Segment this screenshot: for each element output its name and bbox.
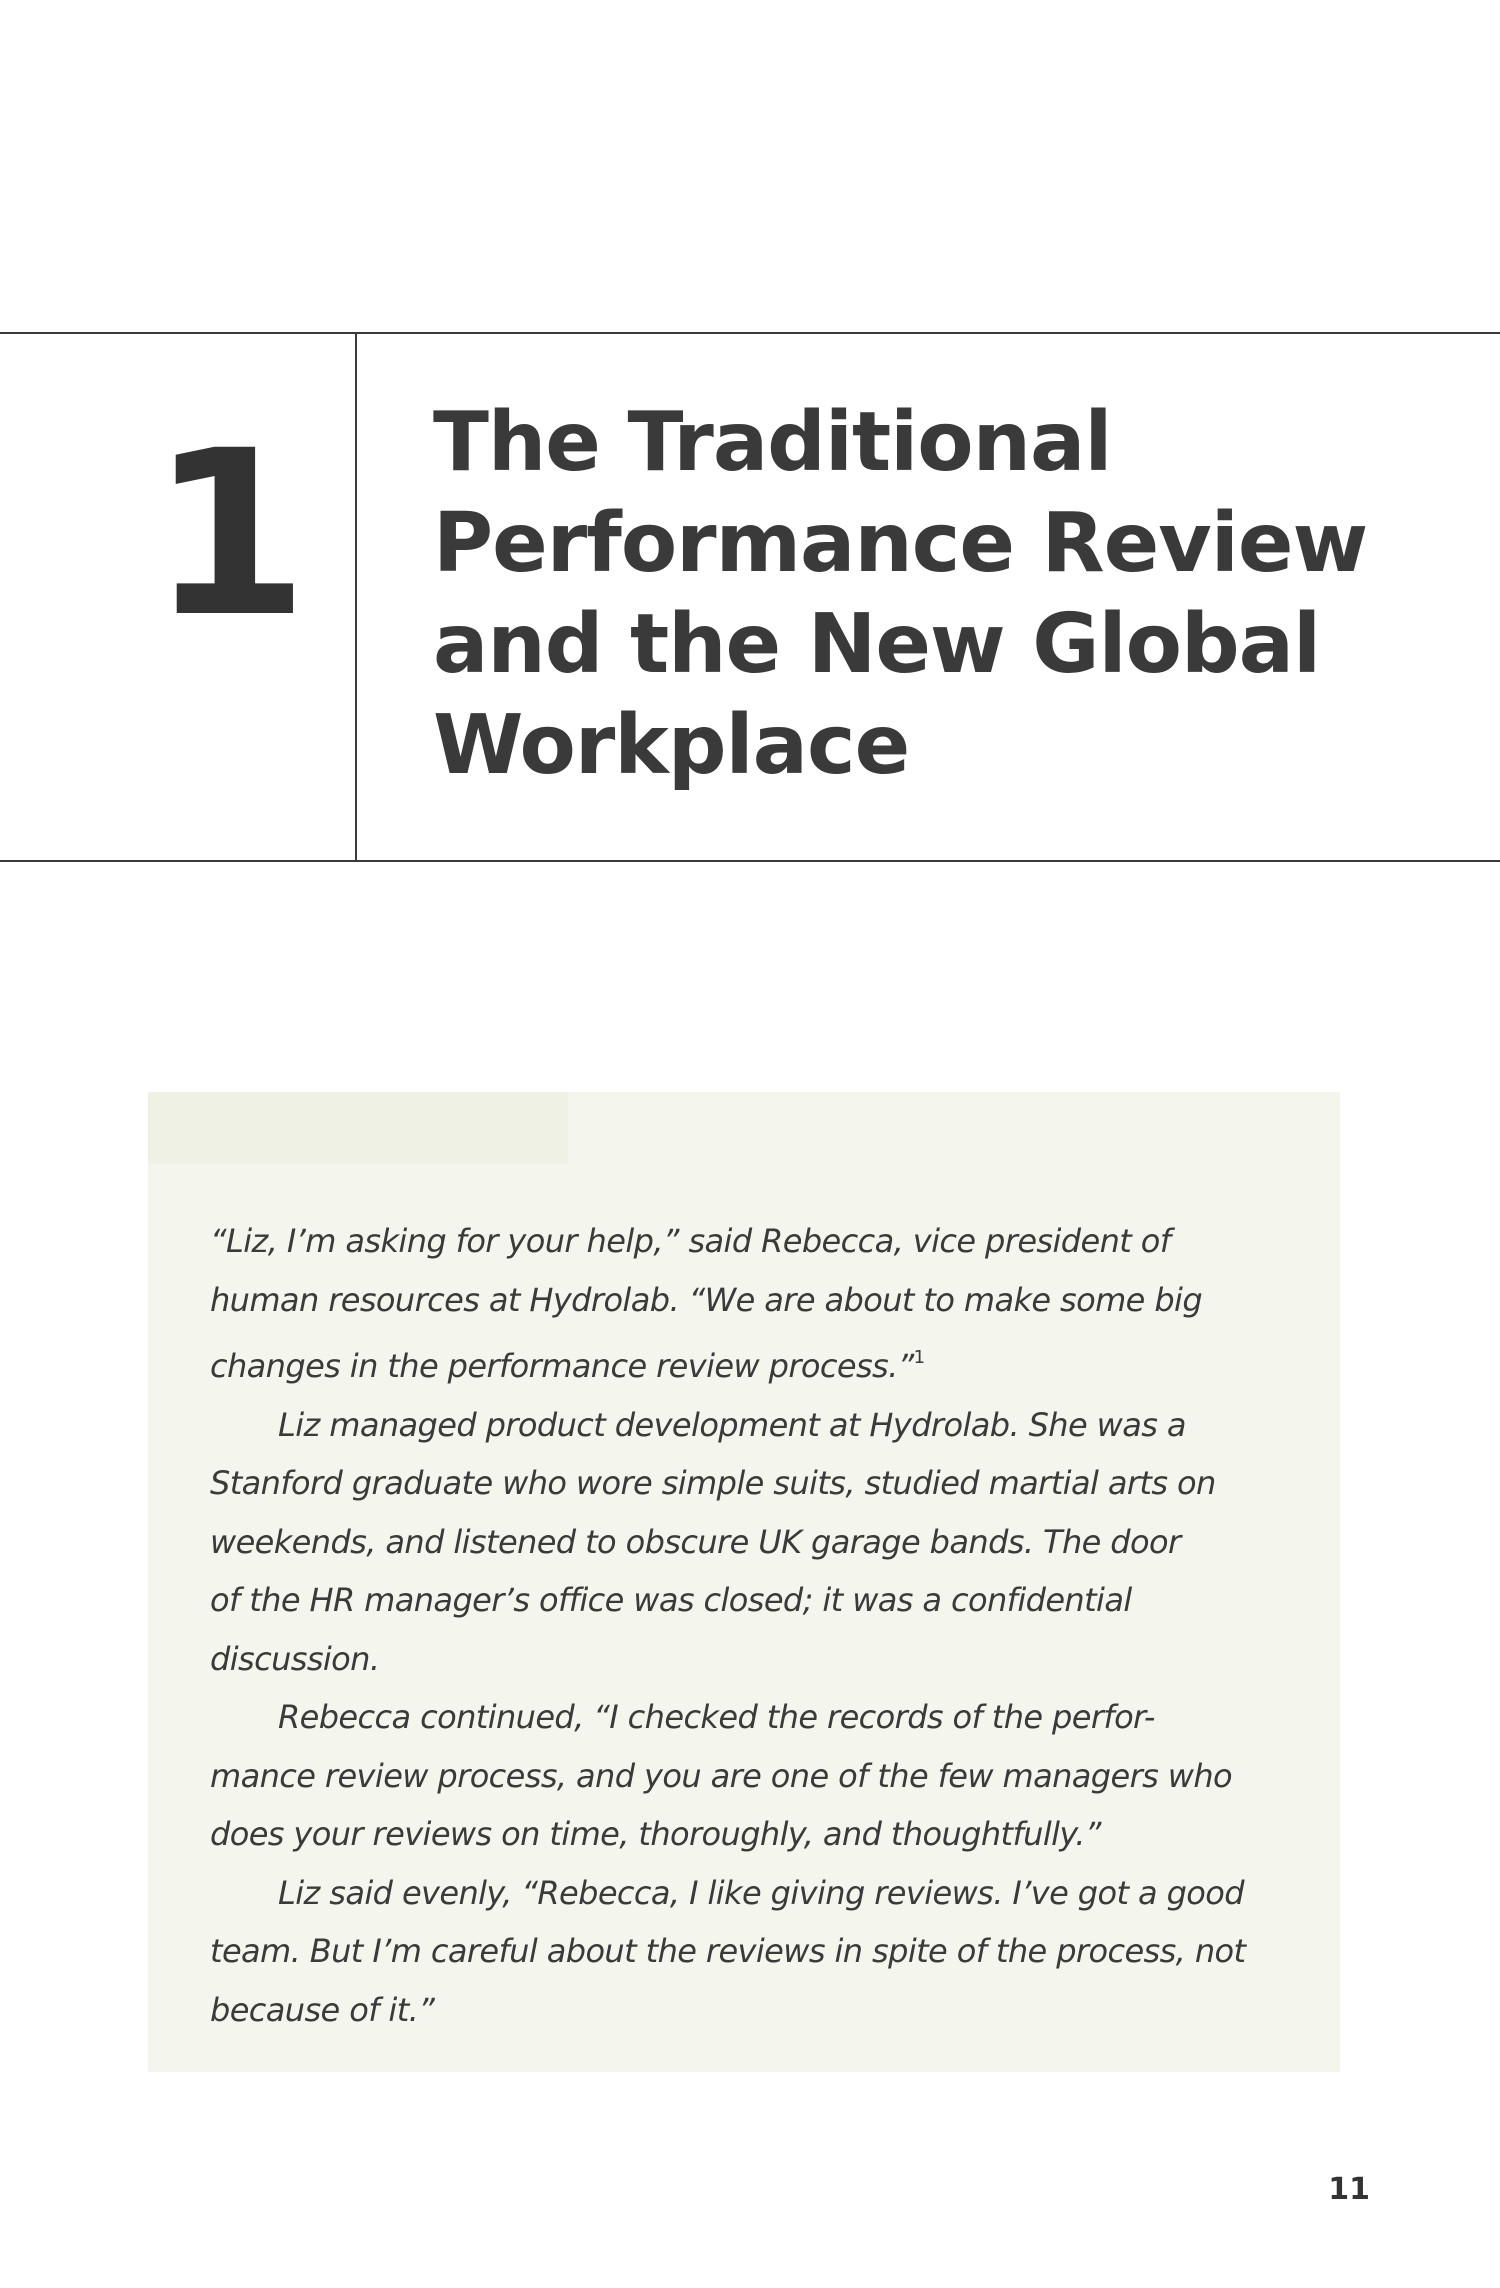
chapter-title-line: The Traditional [433,395,1112,490]
story-line: Rebecca continued, “I checked the records of the perfor- [278,1698,1155,1736]
bottom-rule [0,860,1500,862]
vertical-rule [355,332,357,862]
story-line: Stanford graduate who wore simple suits, studied martial arts on [210,1464,1216,1502]
story-line: mance review process, and you are one of the few managers who [210,1756,1233,1795]
story-line: Liz managed product development at Hydrolab. She was a [278,1405,1186,1444]
story-line: weekends, and listened to obscure UK garage bands. The door [210,1522,1181,1561]
chapter-title-line: Workplace [433,698,910,793]
footnote-marker: 1 [913,1347,925,1368]
story-line: Liz said evenly, “Rebecca, I like giving reviews. I’ve got a good [278,1873,1244,1912]
chapter-title-line: and the New Global [433,597,1321,692]
chapter-title-line: Performance Review [433,496,1368,591]
story-line: because of it.” [210,1990,435,2029]
story-line: does your reviews on time, thoroughly, and thoughtfully.” [210,1815,1101,1853]
story-line: discussion. [210,1639,380,1678]
story-line: human resources at Hydrolab. “We are about to make some big [210,1280,1203,1319]
story-line: team. But I’m careful about the reviews in spite of the process, not [210,1932,1246,1970]
story-line: changes in the performance review process.”$^1$ [210,1347,925,1385]
top-rule [0,332,1500,334]
story-line: of the HR manager’s office was closed; it was a confidential [210,1581,1132,1619]
story-line: “Liz, I’m asking for your help,” said Rebecca, vice president of [210,1222,1171,1260]
page-number: 11 [1328,2172,1370,2207]
story-box-tab [148,1092,568,1164]
chapter-title [433,392,1473,796]
chapter-number: 1 [150,401,309,667]
opening-story [210,1212,1330,2039]
